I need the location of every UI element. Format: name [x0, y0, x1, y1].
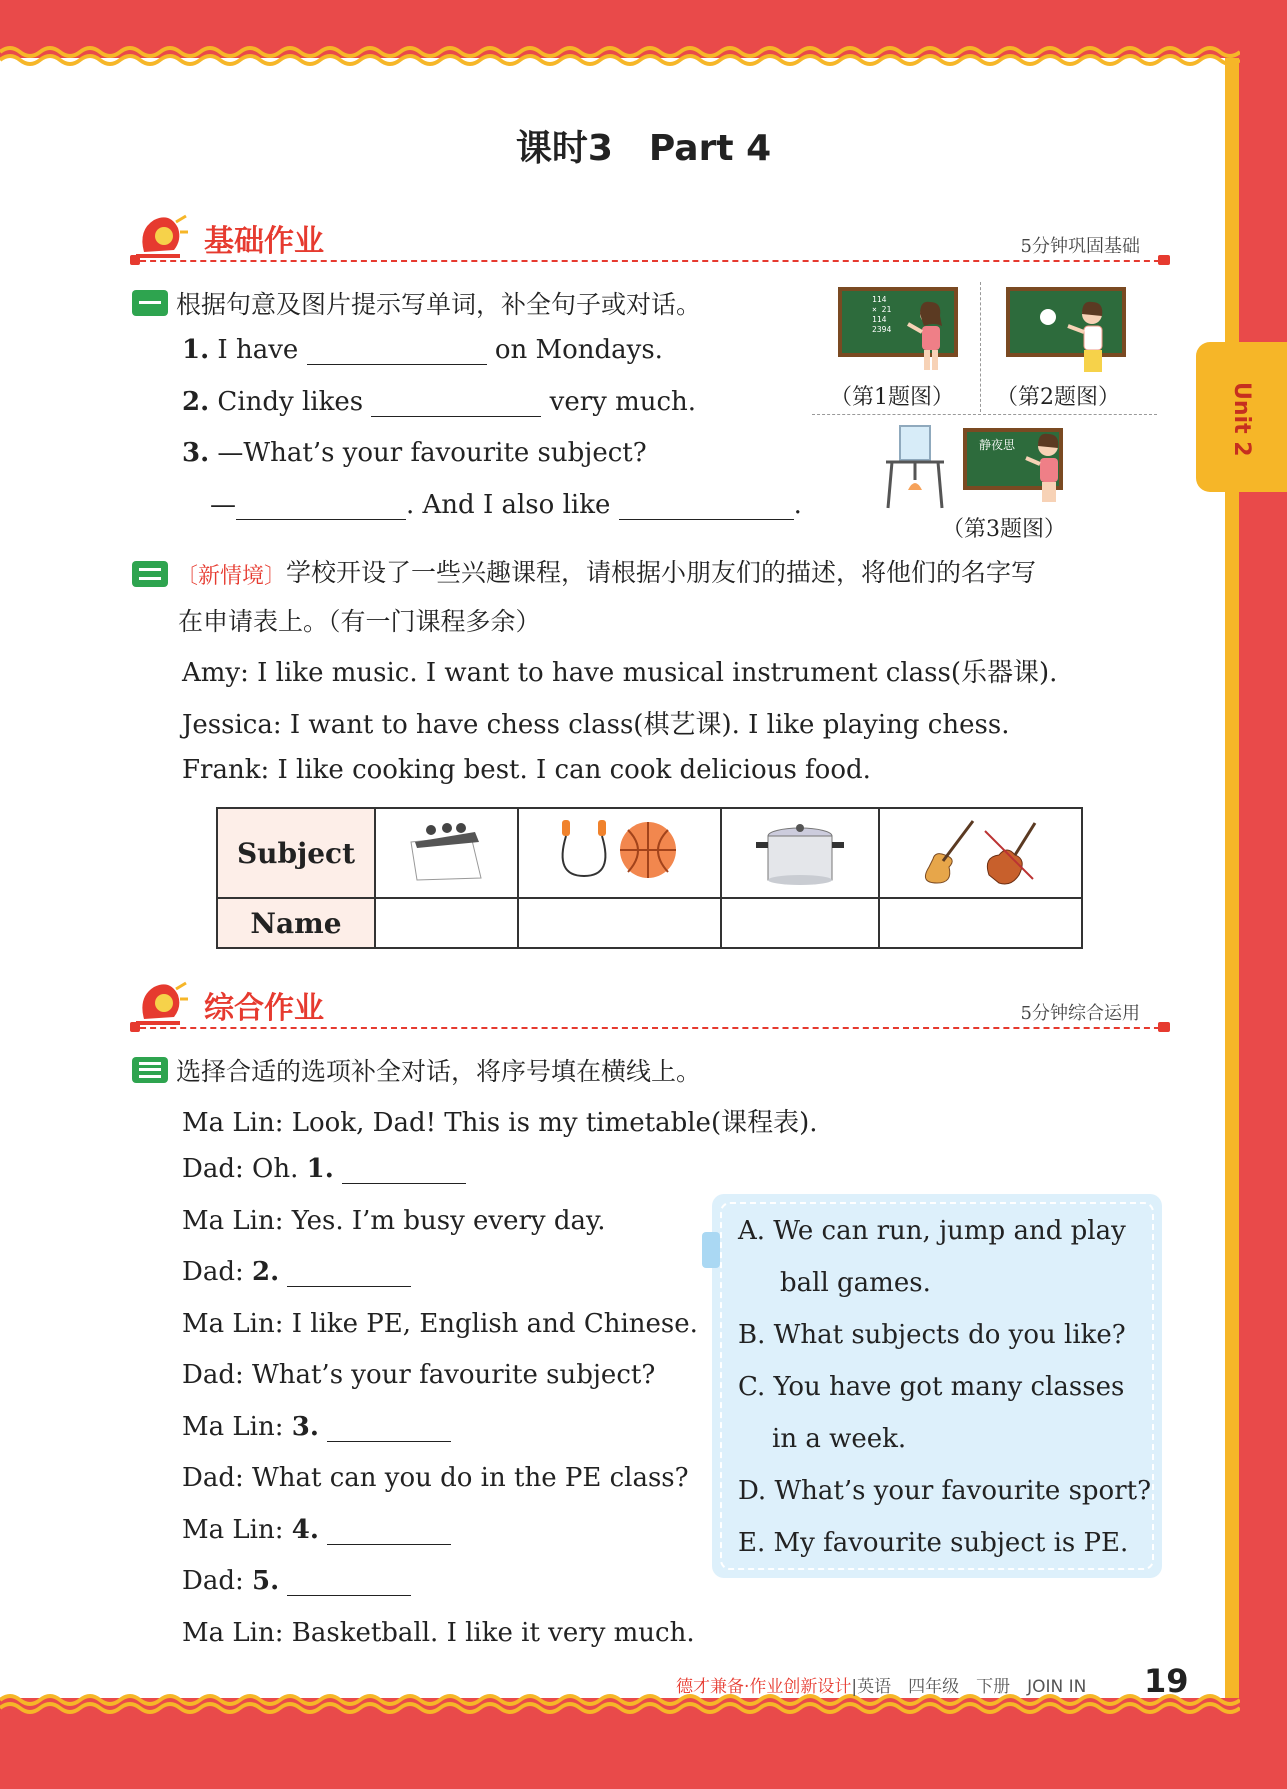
dialogue-line: Dad: What’s your favourite subject?	[182, 1360, 656, 1390]
cooking-pot-icon	[750, 816, 850, 886]
footer-course: 英语 四年级 下册 JOIN IN	[857, 1677, 1087, 1697]
decorative-wave-top	[0, 44, 1240, 70]
answer-blank[interactable]	[307, 340, 487, 365]
bell-icon	[130, 977, 190, 1029]
dialogue-line: Ma Lin: Look, Dad! This is my timetable(课程表).	[182, 1108, 818, 1138]
section-label: 基础作业	[204, 224, 324, 259]
option-a-continued: ball games.	[780, 1268, 931, 1298]
picture-divider	[980, 282, 981, 412]
teacher-girl-icon	[1020, 432, 1070, 504]
q1-item-1: 1. I have on Mondays.	[182, 335, 663, 365]
dialogue-line: Dad: 2.	[182, 1257, 411, 1287]
footer-brand: 德才兼备·作业创新设计	[676, 1677, 852, 1697]
number-three-badge	[132, 1057, 168, 1083]
answer-blank[interactable]	[371, 392, 541, 417]
q2-description-frank: Frank: I like cooking best. I can cook delicious food.	[182, 755, 871, 785]
name-answer-cell[interactable]	[375, 898, 518, 948]
divider-dot-left	[130, 1022, 140, 1032]
divider-dot-right	[1158, 255, 1170, 265]
q2-description-amy: Amy: I like music. I want to have musical instrument class(乐器课).	[182, 658, 1058, 688]
q2-description-jessica: Jessica: I want to have chess class(棋艺课). I like playing chess.	[182, 710, 1010, 740]
bell-icon	[130, 210, 190, 262]
teacher-girl-icon	[898, 300, 958, 372]
answer-blank[interactable]	[619, 495, 794, 520]
section-header-basic	[130, 208, 1170, 268]
section-divider	[130, 260, 1170, 262]
question-2-heading: 〔新情境〕学校开设了一些兴趣课程，请根据小朋友们的描述，将他们的名字写	[132, 553, 1036, 590]
dialogue-line: Dad: What can you do in the PE class?	[182, 1463, 689, 1493]
caption-picture-2: （第2题图）	[996, 385, 1120, 410]
answer-blank[interactable]	[236, 495, 406, 520]
q1-item-3-line-2: — . And I also like .	[210, 490, 802, 520]
unit-side-tab	[1196, 342, 1287, 492]
dialogue-line: Ma Lin: I like PE, English and Chinese.	[182, 1309, 698, 1339]
table-header-subject: Subject	[217, 808, 375, 898]
options-box-tab	[702, 1232, 720, 1268]
poem-chalkboard-picture: 静夜思	[963, 428, 1063, 490]
math-chalkboard-picture: 114 × 21 114 2394	[838, 287, 958, 357]
divider-dot-left	[130, 255, 140, 265]
name-answer-cell[interactable]	[721, 898, 879, 948]
number-two-badge	[132, 561, 168, 587]
section-label: 综合作业	[204, 991, 324, 1026]
dialogue-line: Ma Lin: Basketball. I like it very much.	[182, 1618, 695, 1648]
answer-blank[interactable]	[327, 1417, 451, 1442]
jump-rope-basketball-icon	[554, 816, 684, 886]
table-header-name: Name	[217, 898, 375, 948]
options-box	[712, 1194, 1162, 1578]
subject-cell-cooking	[721, 808, 879, 898]
caption-picture-1: （第1题图）	[830, 385, 954, 410]
q1-item-3: 3. —What’s your favourite subject?	[182, 438, 647, 468]
page-footer	[676, 1672, 1086, 1697]
name-answer-cell[interactable]	[879, 898, 1082, 948]
picture-divider	[812, 414, 1157, 415]
caption-picture-3: （第3题图）	[942, 517, 1066, 542]
question-1-heading: 根据句意及图片提示写单词，补全句子或对话。	[132, 285, 701, 321]
teacher-girl-icon	[1058, 300, 1118, 374]
subject-cell-chess	[375, 808, 518, 898]
section-divider	[130, 1027, 1170, 1029]
answer-blank[interactable]	[287, 1262, 411, 1287]
dialogue-line: Ma Lin: 3.	[182, 1412, 451, 1442]
option-b: B. What subjects do you like?	[738, 1320, 1126, 1350]
footer-separator: |	[851, 1677, 858, 1697]
lab-beaker-icon	[882, 420, 948, 510]
answer-blank[interactable]	[342, 1159, 466, 1184]
option-e: E. My favourite subject is PE.	[738, 1528, 1129, 1558]
section-note: 5分钟综合运用	[1020, 1003, 1140, 1024]
unit-label: Unit 2	[1229, 382, 1254, 457]
chess-board-icon	[401, 818, 491, 884]
guitar-violin-icon	[915, 815, 1045, 887]
option-c: C. You have got many classes	[738, 1372, 1125, 1402]
dialogue-line: Dad: Oh. 1.	[182, 1154, 466, 1184]
question-3-heading: 选择合适的选项补全对话，将序号填在横线上。	[132, 1052, 701, 1088]
subject-cell-music	[879, 808, 1082, 898]
divider-dot-right	[1158, 1022, 1170, 1032]
page-title: 课时3 Part 4	[515, 128, 772, 169]
question-2-heading-line-2: 在申请表上。（有一门课程多余）	[178, 607, 541, 636]
dialogue-line: Dad: 5.	[182, 1566, 411, 1596]
name-answer-cell[interactable]	[518, 898, 721, 948]
option-a: A. We can run, jump and play	[738, 1216, 1126, 1246]
option-c-continued: in a week.	[772, 1424, 907, 1454]
q1-item-2: 2. Cindy likes very much.	[182, 387, 697, 417]
dialogue-line: Ma Lin: Yes. I’m busy every day.	[182, 1206, 606, 1236]
option-d: D. What’s your favourite sport?	[738, 1476, 1152, 1506]
subject-table	[216, 807, 1083, 949]
subject-cell-pe	[518, 808, 721, 898]
section-header-comprehensive	[130, 975, 1170, 1035]
answer-blank[interactable]	[287, 1571, 411, 1596]
dialogue-line: Ma Lin: 4.	[182, 1515, 451, 1545]
number-one-badge	[132, 290, 168, 316]
section-note: 5分钟巩固基础	[1020, 236, 1140, 257]
page-number: 19	[1144, 1662, 1189, 1700]
answer-blank[interactable]	[327, 1520, 451, 1545]
